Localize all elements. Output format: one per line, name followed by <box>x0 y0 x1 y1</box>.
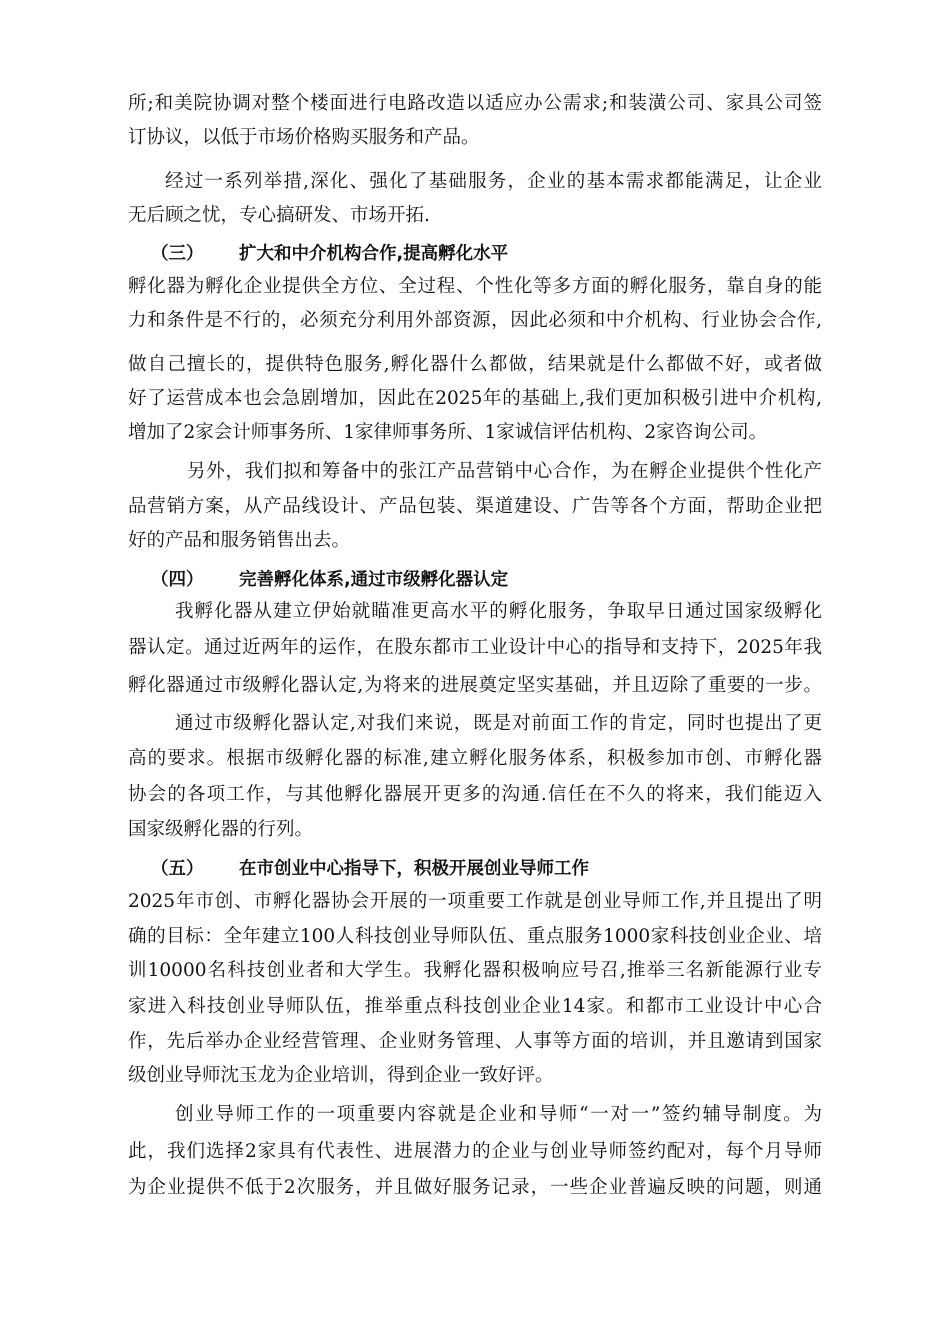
paragraph-line: 通过市级孵化器认定,对我们来说，既是对前面工作的肯定，同时也提出了更 <box>175 713 822 734</box>
paragraph-line: 孵化器为孵化企业提供全方位、全过程、个性化等多方面的孵化服务，靠自身的能 <box>128 276 822 297</box>
paragraph-line: 力和条件是不行的，必须充分利用外部资源，因此必须和中介机构、行业协会合作, <box>128 310 822 331</box>
paragraph-line: 另外，我们拟和筹备中的张江产品营销中心合作，为在孵企业提供个性化产 <box>187 461 822 482</box>
paragraph-line: 训10000名科技创业者和大学生。我孵化器积极响应号召,推举三名新能源行业专 <box>128 960 822 981</box>
paragraph-line: 孵化器通过市级孵化器认定,为将来的进展奠定坚实基础，并且迈除了重要的一步。 <box>128 675 822 696</box>
paragraph-line: 创业导师工作的一项重要内容就是企业和导师“一对一”签约辅导制度。为 <box>175 1104 822 1125</box>
paragraph-line: 经过一系列举措,深化、强化了基础服务，企业的基本需求都能满足，让企业 <box>165 171 822 192</box>
paragraph-line: 高的要求。根据市级孵化器的标准,建立孵化服务体系，积极参加市创、市孵化器 <box>128 748 822 769</box>
paragraph-line: 做自己擅长的，提供特色服务,孵化器什么都做，结果就是什么都做不好，或者做 <box>128 354 822 375</box>
paragraph-line: 好了运营成本也会急剧增加，因此在2025年的基础上,我们更加积极引进中介机构, <box>128 388 822 409</box>
paragraph-line: 所;和美院协调对整个楼面进行电路改造以适应办公需求;和装潢公司、家具公司签 <box>128 93 822 114</box>
heading-title: 完善孵化体系,通过市级孵化器认定 <box>239 570 509 590</box>
heading-title: 扩大和中介机构合作,提高孵化水平 <box>239 244 509 264</box>
paragraph-line: 协会的各项工作，与其他孵化器展开更多的沟通.信任在不久的将来，我们能迈入 <box>128 784 822 805</box>
heading-number: （三） <box>151 244 204 264</box>
paragraph-line: 国家级孵化器的行列。 <box>128 819 314 840</box>
heading-number: （五） <box>151 859 204 879</box>
section-heading-5 <box>151 857 831 881</box>
heading-title: 在市创业中心指导下，积极开展创业导师工作 <box>239 859 589 879</box>
section-heading-4 <box>151 568 831 592</box>
paragraph-line: 2025年市创、市孵化器协会开展的一项重要工作就是创业导师工作,并且提出了明 <box>128 891 822 912</box>
paragraph-line: 我孵化器从建立伊始就瞄准更高水平的孵化服务，争取早日通过国家级孵化 <box>175 601 822 622</box>
paragraph-line: 为企业提供不低于2次服务，并且做好服务记录，一些企业普遍反映的问题，则通 <box>128 1177 822 1198</box>
section-heading-3 <box>151 242 831 266</box>
paragraph-line: 确的目标：全年建立100人科技创业导师队伍、重点服务1000家科技创业企业、培 <box>128 926 822 947</box>
paragraph-line: 好的产品和服务销售出去。 <box>128 530 351 551</box>
paragraph-line: 订协议，以低于市场价格购买服务和产品。 <box>128 127 480 148</box>
paragraph-line: 作，先后举办企业经营管理、企业财务管理、人事等方面的培训，并且邀请到国家 <box>128 1031 822 1052</box>
paragraph-line: 此，我们选择2家具有代表性、进展潜力的企业与创业导师签约配对，每个月导师 <box>128 1141 822 1162</box>
paragraph-line: 家进入科技创业导师队伍，推举重点科技创业企业14家。和都市工业设计中心合 <box>128 996 822 1017</box>
paragraph-line: 增加了2家会计师事务所、1家律师事务所、1家诚信评估机构、2家咨询公司。 <box>128 422 768 443</box>
paragraph-line: 器认定。通过近两年的运作，在股东都市工业设计中心的指导和支持下，2025年我 <box>128 637 822 658</box>
paragraph-line: 无后顾之忧，专心搞研发、市场开拓. <box>128 205 430 226</box>
heading-number: （四） <box>151 570 204 590</box>
paragraph-line: 级创业导师沈玉龙为企业培训，得到企业一致好评。 <box>128 1065 554 1086</box>
paragraph-line: 品营销方案，从产品线设计、产品包装、渠道建设、广告等各个方面，帮助企业把 <box>128 496 822 517</box>
